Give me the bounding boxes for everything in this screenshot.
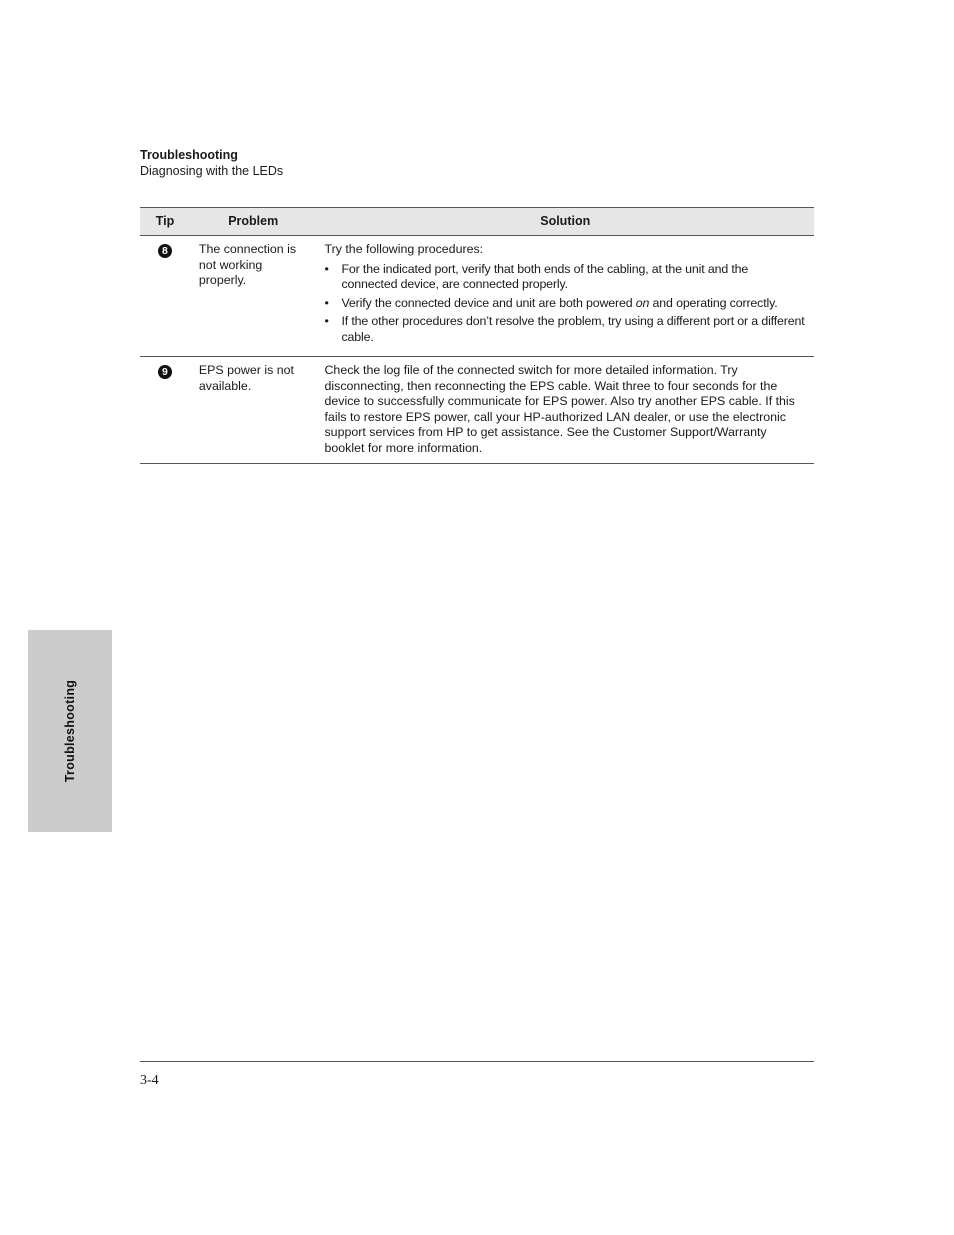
solution-cell: Check the log file of the connected switch for more detailed information. Try disconnecting, then reconnecting the EPS cable. Wait three to four seconds for the device to successfully communicate for EPS power. Also try another EPS cable. If this fails to restore EPS power, call your HP-authorized LAN dealer, or use the electronic support services from HP to get assistance. See the Customer Support/Warranty booklet for more information.	[316, 357, 814, 464]
tip-number-badge: 8	[158, 244, 172, 258]
list-item	[324, 296, 806, 312]
list-item: • If the other procedures don’t resolve the problem, try using a different port or a different cable.	[324, 314, 806, 346]
list-item-text: Verify the connected device and unit are both powered	[341, 295, 636, 310]
tip-number-badge: 9	[158, 365, 172, 379]
solution-list	[324, 262, 806, 347]
problem-cell: EPS power is not available.	[190, 357, 317, 464]
solution-intro: Try the following procedures:	[324, 242, 484, 256]
column-header-solution: Solution	[316, 208, 814, 236]
tip-cell	[140, 236, 190, 357]
page-number: 3-4	[140, 1073, 159, 1088]
table-row	[140, 236, 814, 357]
side-tab-label: Troubleshooting	[63, 679, 77, 783]
table-row	[140, 357, 814, 464]
list-item: • For the indicated port, verify that both ends of the cabling, at the unit and the connected device, are connected properly.	[324, 262, 806, 293]
footer-divider	[140, 1061, 814, 1062]
problem-cell: The connection is not working properly.	[190, 236, 317, 357]
list-item-text: and operating correctly.	[649, 295, 778, 310]
table-header-row	[140, 208, 814, 236]
section-title: Troubleshooting	[140, 148, 238, 162]
section-subtitle: Diagnosing with the LEDs	[140, 164, 284, 178]
column-header-tip: Tip	[140, 208, 190, 236]
column-header-problem: Problem	[190, 208, 317, 236]
tip-cell	[140, 357, 190, 464]
chapter-side-tab	[28, 630, 112, 832]
page-header	[140, 147, 283, 180]
troubleshooting-table	[140, 207, 814, 464]
solution-cell	[316, 236, 814, 357]
emphasis-text: on	[635, 295, 650, 310]
